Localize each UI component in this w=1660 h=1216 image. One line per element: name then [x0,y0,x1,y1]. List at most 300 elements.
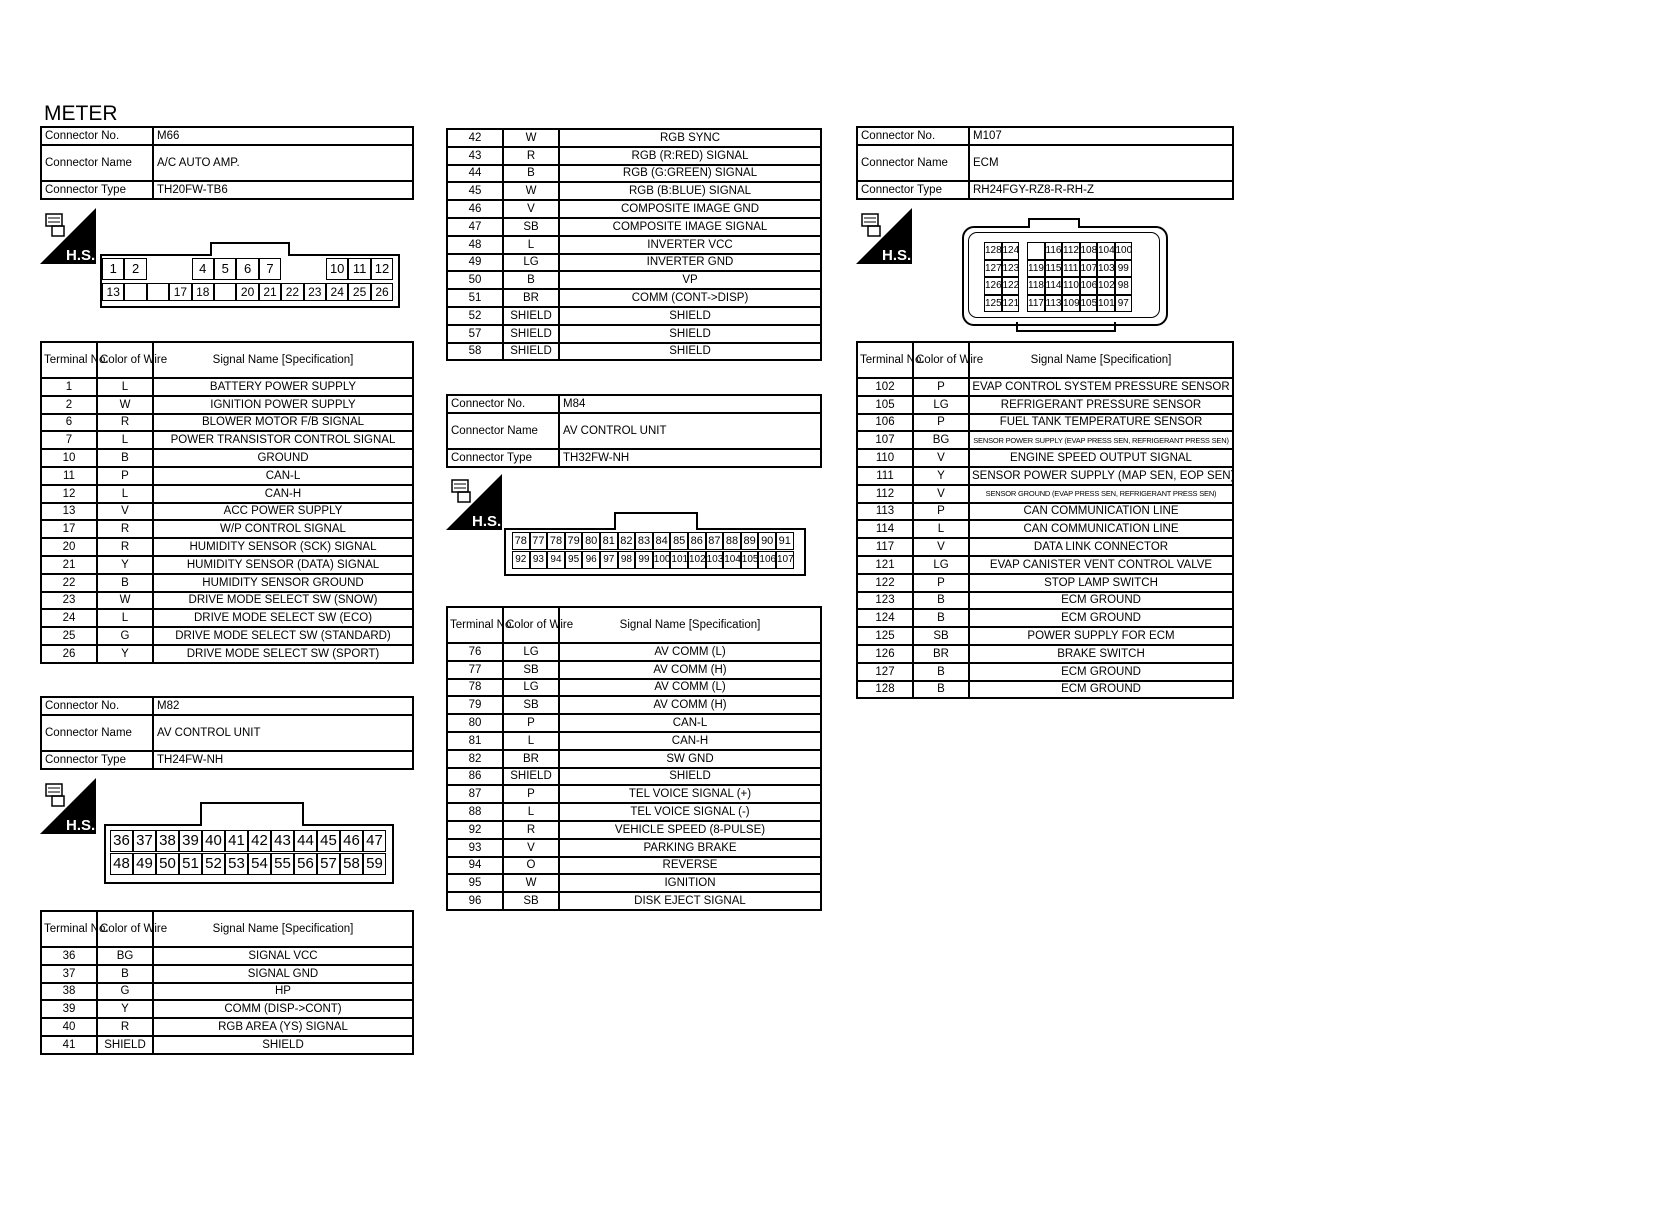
table-row [41,645,413,663]
table-row [41,449,413,467]
table-row [857,574,1233,592]
pin-cavity: 125 [984,295,1002,313]
wire-color-cell: P [913,414,969,432]
wire-color-cell: V [913,538,969,556]
table-row [447,343,821,361]
pin-cavity: 10 [326,258,348,280]
terminal-no-cell: 46 [447,200,503,218]
signal-name-cell: DRIVE MODE SELECT SW (SPORT) [153,645,413,663]
pin-cavity: 11 [348,258,370,280]
terminal-no-header: Terminal No. [857,342,913,378]
wire-color-cell: LG [913,396,969,414]
wire-color-cell: SHIELD [503,307,559,325]
connector-type-value: TH32FW-NH [559,449,821,467]
signal-name-cell: COMM (CONT->DISP) [559,289,821,307]
table-row [41,467,413,485]
pin-cavity: 49 [133,853,156,875]
m107-signal-table [856,341,1234,699]
pin-cavity: 37 [133,830,156,852]
connector-name-label: Connector Name [857,145,969,181]
pin-cavity: 107 [776,551,794,569]
signal-name-cell: AV COMM (L) [559,679,821,697]
terminal-no-cell: 107 [857,431,913,449]
signal-name-cell: FUEL TANK TEMPERATURE SENSOR [969,414,1233,432]
terminal-no-cell: 121 [857,556,913,574]
wire-color-cell: LG [503,679,559,697]
signal-name-cell: CAN-L [559,714,821,732]
table-row [447,307,821,325]
wire-color-cell: R [503,821,559,839]
signal-name-cell: ENGINE SPEED OUTPUT SIGNAL [969,449,1233,467]
terminal-no-cell: 38 [41,983,97,1001]
pin-cavity: 41 [225,830,248,852]
table-row [447,750,821,768]
hs-label: H.S. [882,247,912,264]
signal-name-cell: RGB AREA (YS) SIGNAL [153,1018,413,1036]
signal-name-cell: SHIELD [559,343,821,361]
pin-cavity: 80 [582,532,600,550]
pin-cavity: 93 [530,551,548,569]
terminal-no-cell: 105 [857,396,913,414]
pin-cavity: 98 [618,551,636,569]
table-row [41,1000,413,1018]
pin-cavity: 86 [688,532,706,550]
wire-color-cell: W [503,182,559,200]
terminal-no-cell: 37 [41,965,97,983]
signal-name-cell: COMPOSITE IMAGE GND [559,200,821,218]
terminal-no-header: Terminal No. [41,911,97,947]
terminal-no-cell: 1 [41,378,97,396]
signal-name-cell: HUMIDITY SENSOR (DATA) SIGNAL [153,556,413,574]
wire-color-cell: B [97,965,153,983]
connector-name-value: ECM [969,145,1233,181]
terminal-no-cell: 79 [447,696,503,714]
pin-cavity: 109 [1062,295,1080,313]
table-row [447,182,821,200]
signal-name-cell: CAN-L [153,467,413,485]
table-row [41,574,413,592]
connector-name-value: AV CONTROL UNIT [153,715,413,751]
wire-color-cell: BG [913,431,969,449]
signal-name-cell: DRIVE MODE SELECT SW (SNOW) [153,592,413,610]
signal-name-cell: EVAP CONTROL SYSTEM PRESSURE SENSOR [969,378,1233,396]
terminal-no-cell: 7 [41,431,97,449]
pin-cavity-empty [214,283,236,301]
wire-color-cell: BR [503,289,559,307]
m82-info-table [40,696,414,770]
wire-color-cell: R [97,520,153,538]
pin-cavity: 102 [1097,277,1115,295]
table-row [41,431,413,449]
signal-name-cell: SIGNAL VCC [153,947,413,965]
terminal-no-cell: 10 [41,449,97,467]
hs-label: H.S. [66,247,96,264]
terminal-no-cell: 45 [447,182,503,200]
wire-color-cell: B [503,271,559,289]
pin-cavity: 106 [758,551,776,569]
signal-name-header: Signal Name [Specification] [969,342,1233,378]
pin-cavity: 126 [984,277,1002,295]
pin-cavity: 115 [1045,260,1063,278]
pin-cavity: 26 [371,283,393,301]
terminal-no-cell: 41 [41,1036,97,1054]
pin-cavity: 54 [248,853,271,875]
table-row [41,965,413,983]
m66-info-table [40,126,414,200]
signal-name-cell: HUMIDITY SENSOR GROUND [153,574,413,592]
table-row [447,696,821,714]
signal-name-cell: SENSOR GROUND (EVAP PRESS SEN, REFRIGERANT PRESS SEN) [969,485,1233,503]
table-row [857,663,1233,681]
pin-cavity: 104 [723,551,741,569]
pin-cavity: 107 [1080,260,1098,278]
table-row [447,821,821,839]
terminal-no-cell: 78 [447,679,503,697]
pin-cavity: 100 [653,551,671,569]
signal-name-cell: DRIVE MODE SELECT SW (STANDARD) [153,627,413,645]
terminal-no-cell: 76 [447,643,503,661]
terminal-no-cell: 43 [447,147,503,165]
table-row [447,147,821,165]
wire-color-cell: BR [503,750,559,768]
terminal-no-cell: 44 [447,165,503,183]
wire-color-cell: LG [913,556,969,574]
wire-color-cell: SB [503,892,559,910]
table-row [41,538,413,556]
pin-cavity: 51 [179,853,202,875]
terminal-no-cell: 113 [857,503,913,521]
signal-name-cell: COMPOSITE IMAGE SIGNAL [559,218,821,236]
terminal-no-cell: 87 [447,785,503,803]
wire-color-cell: SB [913,627,969,645]
signal-name-cell: CAN COMMUNICATION LINE [969,503,1233,521]
pin-cavity: 53 [225,853,248,875]
pin-cavity: 44 [294,830,317,852]
pin-cavity: 12 [371,258,393,280]
pin-cavity: 47 [363,830,386,852]
pin-cavity: 108 [1080,242,1098,260]
terminal-no-cell: 25 [41,627,97,645]
terminal-no-cell: 21 [41,556,97,574]
signal-name-cell: SHIELD [559,768,821,786]
wire-color-cell: SB [503,661,559,679]
pin-cavity: 58 [340,853,363,875]
terminal-no-cell: 125 [857,627,913,645]
harness-side-icon [856,208,912,264]
connector-latch [1028,218,1080,228]
pin-cavity: 20 [236,283,258,301]
wire-color-cell: SB [503,218,559,236]
pin-cavity: 1 [102,258,124,280]
terminal-no-cell: 2 [41,396,97,414]
connector-no-label: Connector No. [41,697,153,715]
wire-color-cell: LG [503,643,559,661]
pin-cavity: 48 [110,853,133,875]
pin-cavity: 110 [1062,277,1080,295]
table-row [447,254,821,272]
terminal-no-cell: 26 [41,645,97,663]
connector-no-value: M66 [153,127,413,145]
wire-color-cell: P [97,467,153,485]
signal-name-cell: IGNITION [559,874,821,892]
signal-name-cell: SW GND [559,750,821,768]
pin-cavity: 38 [156,830,179,852]
signal-name-header: Signal Name [Specification] [153,342,413,378]
table-row [857,609,1233,627]
pin-cavity: 96 [582,551,600,569]
table-row [41,983,413,1001]
terminal-no-cell: 23 [41,592,97,610]
pin-cavity: 116 [1045,242,1063,260]
table-row [447,679,821,697]
pin-cavity: 123 [1002,260,1020,278]
signal-name-cell: SHIELD [559,307,821,325]
connector-name-label: Connector Name [41,145,153,181]
terminal-no-cell: 39 [41,1000,97,1018]
signal-name-cell: REVERSE [559,857,821,875]
terminal-no-cell: 24 [41,609,97,627]
signal-name-cell: AV COMM (H) [559,696,821,714]
pin-cavity: 95 [565,551,583,569]
pin-cavity: 81 [600,532,618,550]
signal-name-cell: IGNITION POWER SUPPLY [153,396,413,414]
signal-name-header: Signal Name [Specification] [559,607,821,643]
pin-cavity: 121 [1002,295,1020,313]
signal-name-cell: TEL VOICE SIGNAL (+) [559,785,821,803]
terminal-no-cell: 52 [447,307,503,325]
signal-name-cell: ECM GROUND [969,663,1233,681]
pin-cavity: 87 [706,532,724,550]
terminal-no-cell: 93 [447,839,503,857]
connector-no-value: M107 [969,127,1233,145]
pin-cavity: 83 [635,532,653,550]
table-row [857,681,1233,699]
pin-cavity: 99 [635,551,653,569]
pin-cavity: 85 [670,532,688,550]
pin-cavity-empty [1027,242,1045,260]
wire-color-cell: B [913,663,969,681]
wire-color-cell: B [913,592,969,610]
terminal-no-cell: 50 [447,271,503,289]
pin-cavity: 118 [1027,277,1045,295]
signal-name-cell: POWER TRANSISTOR CONTROL SIGNAL [153,431,413,449]
pin-cavity: 82 [618,532,636,550]
pin-cavity: 106 [1080,277,1098,295]
terminal-no-cell: 11 [41,467,97,485]
table-row [857,485,1233,503]
wire-color-cell: BR [913,645,969,663]
pin-cavity: 45 [317,830,340,852]
wire-color-cell: L [503,803,559,821]
terminal-no-cell: 114 [857,520,913,538]
terminal-no-cell: 124 [857,609,913,627]
terminal-no-header: Terminal No. [447,607,503,643]
terminal-no-cell: 88 [447,803,503,821]
pin-cavity: 2 [124,258,146,280]
wire-color-cell: L [503,732,559,750]
signal-name-cell: SENSOR POWER SUPPLY (MAP SEN, EOP SEN) [969,467,1233,485]
terminal-no-cell: 94 [447,857,503,875]
table-row [41,592,413,610]
table-row [447,857,821,875]
signal-name-cell: RGB SYNC [559,129,821,147]
table-row [447,874,821,892]
terminal-no-cell: 20 [41,538,97,556]
hs-label: H.S. [472,513,502,530]
connector-type-value: RH24FGY-RZ8-R-RH-Z [969,181,1233,199]
color-of-wire-header: Color of Wire [503,607,559,643]
connector-type-label: Connector Type [447,449,559,467]
connector-type-value: TH20FW-TB6 [153,181,413,199]
terminal-no-cell: 127 [857,663,913,681]
pin-cavity: 94 [547,551,565,569]
terminal-no-cell: 47 [447,218,503,236]
m107-info-table [856,126,1234,200]
connector-latch [210,242,290,256]
table-row [447,325,821,343]
pin-cavity: 4 [192,258,214,280]
table-row [41,947,413,965]
pin-cavity: 92 [512,551,530,569]
terminal-no-cell: 17 [41,520,97,538]
wire-color-cell: B [503,165,559,183]
pin-cavity-empty [124,283,146,301]
pin-cavity: 36 [110,830,133,852]
table-row [41,1036,413,1054]
table-row [447,785,821,803]
wire-color-cell: SHIELD [503,325,559,343]
connector-name-label: Connector Name [447,413,559,449]
table-row [447,271,821,289]
pin-cavity: 18 [192,283,214,301]
wire-color-cell: G [97,983,153,1001]
pin-cavity: 22 [281,283,303,301]
terminal-no-cell: 123 [857,592,913,610]
terminal-no-cell: 112 [857,485,913,503]
harness-side-icon [40,208,96,264]
terminal-no-cell: 49 [447,254,503,272]
wire-color-cell: G [97,627,153,645]
table-row [447,714,821,732]
pin-cavity: 57 [317,853,340,875]
pin-cavity: 25 [348,283,370,301]
pin-cavity: 119 [1027,260,1045,278]
table-row [447,289,821,307]
table-row [857,467,1233,485]
table-row [857,449,1233,467]
connector-type-value: TH24FW-NH [153,751,413,769]
pin-cavity: 21 [259,283,281,301]
m84-info-table [446,394,822,468]
table-row [447,768,821,786]
pin-cavity: 98 [1115,277,1133,295]
color-of-wire-header: Color of Wire [97,911,153,947]
terminal-no-cell: 6 [41,414,97,432]
pin-cavity: 101 [1097,295,1115,313]
connector-no-label: Connector No. [41,127,153,145]
wire-color-cell: SHIELD [503,343,559,361]
wire-color-cell: V [97,503,153,521]
wire-color-cell: L [97,485,153,503]
table-row [857,520,1233,538]
signal-name-cell: CAN COMMUNICATION LINE [969,520,1233,538]
pin-cavity: 114 [1045,277,1063,295]
wire-color-cell: P [503,714,559,732]
signal-name-cell: BATTERY POWER SUPPLY [153,378,413,396]
signal-name-cell: ACC POWER SUPPLY [153,503,413,521]
signal-name-cell: ECM GROUND [969,681,1233,699]
table-row [857,503,1233,521]
pin-cavity: 46 [340,830,363,852]
signal-name-cell: EVAP CANISTER VENT CONTROL VALVE [969,556,1233,574]
hs-label: H.S. [66,817,96,834]
table-row [857,396,1233,414]
terminal-no-cell: 22 [41,574,97,592]
signal-name-cell: ECM GROUND [969,609,1233,627]
table-row [857,538,1233,556]
wire-color-cell: W [503,874,559,892]
pin-cavity: 13 [102,283,124,301]
signal-name-cell: HP [153,983,413,1001]
signal-name-cell: BLOWER MOTOR F/B SIGNAL [153,414,413,432]
wire-color-cell: P [503,785,559,803]
connector-type-label: Connector Type [857,181,969,199]
pin-cavity: 112 [1062,242,1080,260]
pin-cavity: 55 [271,853,294,875]
wire-color-cell: W [97,592,153,610]
pin-cavity: 105 [741,551,759,569]
terminal-no-cell: 110 [857,449,913,467]
terminal-no-cell: 111 [857,467,913,485]
wire-color-cell: R [97,414,153,432]
table-row [447,839,821,857]
signal-name-cell: SHIELD [559,325,821,343]
pin-cavity: 5 [214,258,236,280]
connector-no-label: Connector No. [857,127,969,145]
wire-color-cell: L [97,609,153,627]
connector-type-label: Connector Type [41,181,153,199]
pin-cavity: 39 [179,830,202,852]
signal-name-cell: RGB (R:RED) SIGNAL [559,147,821,165]
harness-side-icon [446,474,502,530]
signal-name-cell: DATA LINK CONNECTOR [969,538,1233,556]
wire-color-cell: Y [97,645,153,663]
wire-color-cell: L [503,236,559,254]
pin-cavity: 59 [363,853,386,875]
wire-color-cell: R [97,538,153,556]
table-row [41,520,413,538]
harness-side-icon [40,778,96,834]
table-row [447,218,821,236]
pin-cavity: 105 [1080,295,1098,313]
signal-name-cell: INVERTER VCC [559,236,821,254]
signal-name-cell: COMM (DISP->CONT) [153,1000,413,1018]
pin-cavity: 88 [723,532,741,550]
table-row [41,414,413,432]
wire-color-cell: SB [503,696,559,714]
wire-color-cell: B [913,609,969,627]
signal-name-cell: STOP LAMP SWITCH [969,574,1233,592]
signal-name-cell: SIGNAL GND [153,965,413,983]
wire-color-cell: BG [97,947,153,965]
terminal-no-cell: 77 [447,661,503,679]
table-row [447,165,821,183]
terminal-no-cell: 13 [41,503,97,521]
terminal-no-cell: 51 [447,289,503,307]
table-row [447,129,821,147]
terminal-no-cell: 102 [857,378,913,396]
pin-cavity: 113 [1045,295,1063,313]
